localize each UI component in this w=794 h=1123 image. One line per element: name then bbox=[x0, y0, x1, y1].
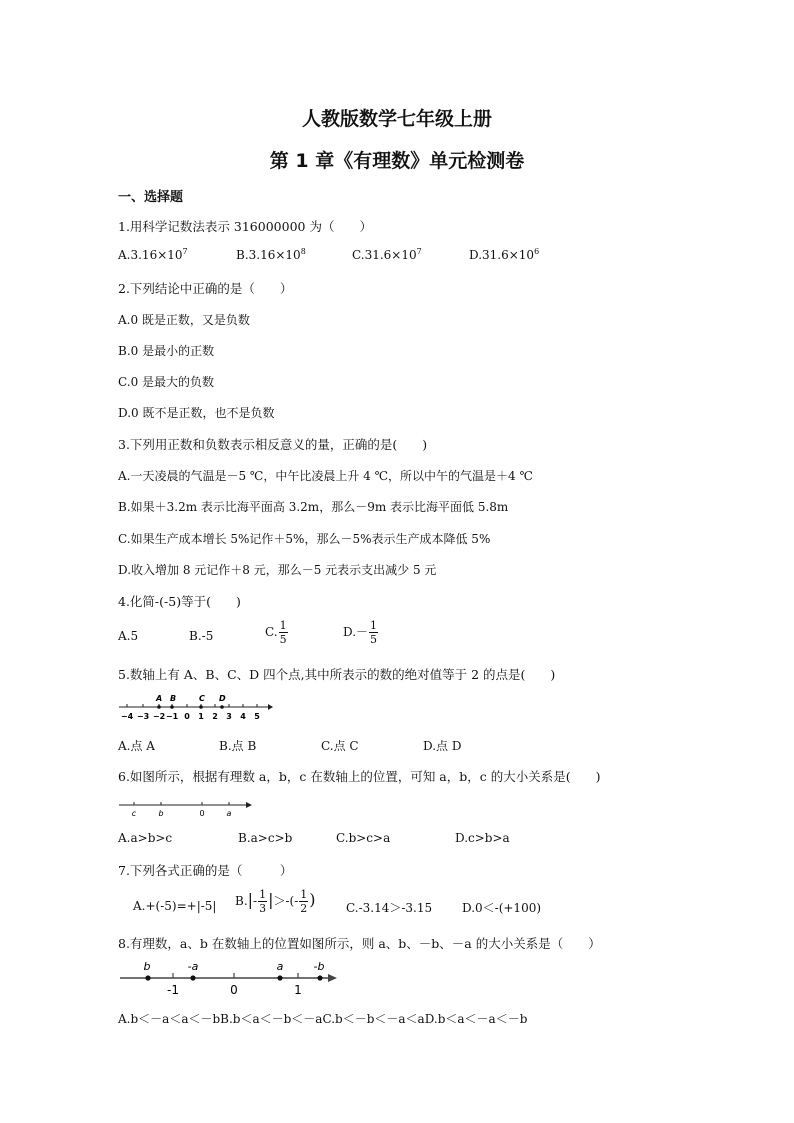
question-2-option-d: D.0 既不是正数，也不是负数 bbox=[118, 406, 275, 420]
page-title: 人教版数学七年级上册 bbox=[301, 108, 492, 130]
label-b: b bbox=[158, 809, 164, 818]
tick-label: 1 bbox=[294, 983, 302, 997]
label-c: c bbox=[131, 809, 137, 818]
label-neg-a: -a bbox=[187, 960, 199, 973]
question-2-option-b: B.0 是最小的正数 bbox=[118, 344, 215, 358]
label-zero: 0 bbox=[199, 809, 205, 818]
point-neg-b bbox=[317, 975, 322, 980]
question-1-option-b: $B.3.16\times 10^8$ bbox=[236, 247, 306, 262]
point-d-label: D bbox=[219, 694, 226, 703]
label-a: a bbox=[226, 809, 232, 818]
question-4-stem: 4.化简-(-5)等于( ) bbox=[118, 594, 241, 609]
tick-label: −4 bbox=[120, 712, 134, 721]
fraction-one-fifth: $\frac{1}{5}$ bbox=[370, 619, 378, 646]
question-1-option-d: $D.31.6\times 10^6$ bbox=[469, 247, 540, 262]
question-8-options: A.b＜－a＜a＜－bB.b＜a＜－b＜－aC.b＜－b＜－a＜aD.b＜a＜－a＜－b bbox=[118, 1012, 528, 1026]
tick-label: 2 bbox=[212, 712, 218, 721]
point-c bbox=[199, 705, 203, 709]
point-c-label: C bbox=[199, 694, 205, 703]
question-4-option-c: C. $\frac{1}{5}$ bbox=[265, 619, 287, 646]
point-b bbox=[145, 975, 150, 980]
question-5-option-d: D.点 D bbox=[423, 739, 462, 753]
fraction-one-fifth: $\frac{1}{5}$ bbox=[279, 619, 287, 646]
tick-label: 3 bbox=[226, 712, 232, 721]
tick-label: 5 bbox=[254, 712, 260, 721]
question-5-option-a: A.点 A bbox=[118, 739, 155, 753]
question-2-option-c: C.0 是最大的负数 bbox=[118, 375, 215, 389]
fraction-one-half: $\frac{1}{2}$ bbox=[300, 888, 308, 915]
question-7-option-b: B.|- $\frac{1}{3}$ |＞-(- $\frac{1}{2}$ ) bbox=[235, 888, 316, 915]
tick-label: 4 bbox=[240, 712, 246, 721]
question-5-stem: 5.数轴上有 A、B、C、D 四个点,其中所表示的数的绝对值等于 2 的点是( ) bbox=[118, 667, 556, 682]
tick-label: −2 bbox=[152, 712, 166, 721]
question-8-stem: 8.有理数，a、b 在数轴上的位置如图所示，则 a、b、－b、－a 的大小关系是（ ） bbox=[118, 936, 601, 951]
tick-label: −1 bbox=[165, 712, 179, 721]
question-1-option-a: $A.3.16\times 10^7$ bbox=[118, 247, 188, 262]
point-b bbox=[170, 705, 174, 709]
question-3-option-c: C.如果生产成本增长 5%记作＋5%，那么－5%表示生产成本降低 5% bbox=[118, 532, 491, 546]
question-8-number-line bbox=[116, 956, 342, 998]
label-b: b bbox=[143, 960, 151, 973]
fraction-one-third: $\frac{1}{3}$ bbox=[259, 888, 267, 915]
question-5-option-b: B.点 B bbox=[219, 739, 257, 753]
tick-label: 1 bbox=[198, 712, 204, 721]
point-a-label: A bbox=[156, 694, 163, 703]
point-a bbox=[277, 975, 282, 980]
section-heading: 一、选择题 bbox=[118, 190, 184, 205]
question-7-option-d: D.0＜-(+100) bbox=[462, 901, 542, 915]
question-3-option-a: A.一天凌晨的气温是－5 ℃，中午比凌晨上升 4 ℃，所以中午的气温是＋4 ℃ bbox=[118, 469, 533, 483]
tick-label: −3 bbox=[136, 712, 150, 721]
question-7-option-a: A.+(-5)=+|-5| bbox=[133, 899, 217, 913]
question-6-option-a: A.a>b>c bbox=[118, 831, 173, 845]
question-4-option-d: D.－ $\frac{1}{5}$ bbox=[343, 619, 378, 646]
question-6-number-line bbox=[116, 796, 258, 822]
point-d bbox=[220, 705, 224, 709]
question-6-stem: 6.如图所示，根据有理数 a，b，c 在数轴上的位置，可知 a，b，c 的大小关系是( ) bbox=[118, 769, 601, 784]
question-3-stem: 3.下列用正数和负数表示相反意义的量，正确的是( ) bbox=[118, 437, 428, 452]
question-5-option-c: C.点 C bbox=[321, 739, 359, 753]
question-2-stem: 2.下列结论中正确的是（ ） bbox=[118, 281, 293, 296]
tick-label: 0 bbox=[184, 712, 190, 721]
question-7-option-c: C.-3.14＞-3.15 bbox=[346, 901, 433, 915]
question-5-number-line bbox=[116, 690, 276, 724]
question-2-option-a: A.0 既是正数，又是负数 bbox=[118, 313, 250, 327]
question-3-option-d: D.收入增加 8 元记作＋8 元，那么－5 元表示支出减少 5 元 bbox=[118, 563, 437, 577]
question-6-option-c: C.b>c>a bbox=[336, 831, 391, 845]
question-3-option-b: B.如果＋3.2m 表示比海平面高 3.2m，那么－9m 表示比海平面低 5.8m bbox=[118, 500, 509, 514]
point-a bbox=[157, 705, 161, 709]
question-7-stem: 7.下列各式正确的是（ ） bbox=[118, 863, 293, 878]
label-neg-b: -b bbox=[313, 960, 325, 973]
question-1-option-c: $C.31.6\times 10^7$ bbox=[352, 247, 422, 262]
question-4-option-a: A.5 bbox=[118, 629, 139, 643]
page-subtitle: 第 1 章《有理数》单元检测卷 bbox=[269, 150, 525, 172]
point-neg-a bbox=[190, 975, 195, 980]
point-b-label: B bbox=[170, 694, 177, 703]
question-4-option-b: B.-5 bbox=[189, 629, 214, 643]
tick-label: -1 bbox=[167, 983, 179, 997]
question-6-option-b: B.a>c>b bbox=[238, 831, 293, 845]
question-6-option-d: D.c>b>a bbox=[455, 831, 510, 845]
question-1-stem: 1.用科学记数法表示 316000000 为（ ） bbox=[118, 219, 372, 234]
label-a: a bbox=[276, 960, 284, 973]
tick-label: 0 bbox=[230, 983, 238, 997]
